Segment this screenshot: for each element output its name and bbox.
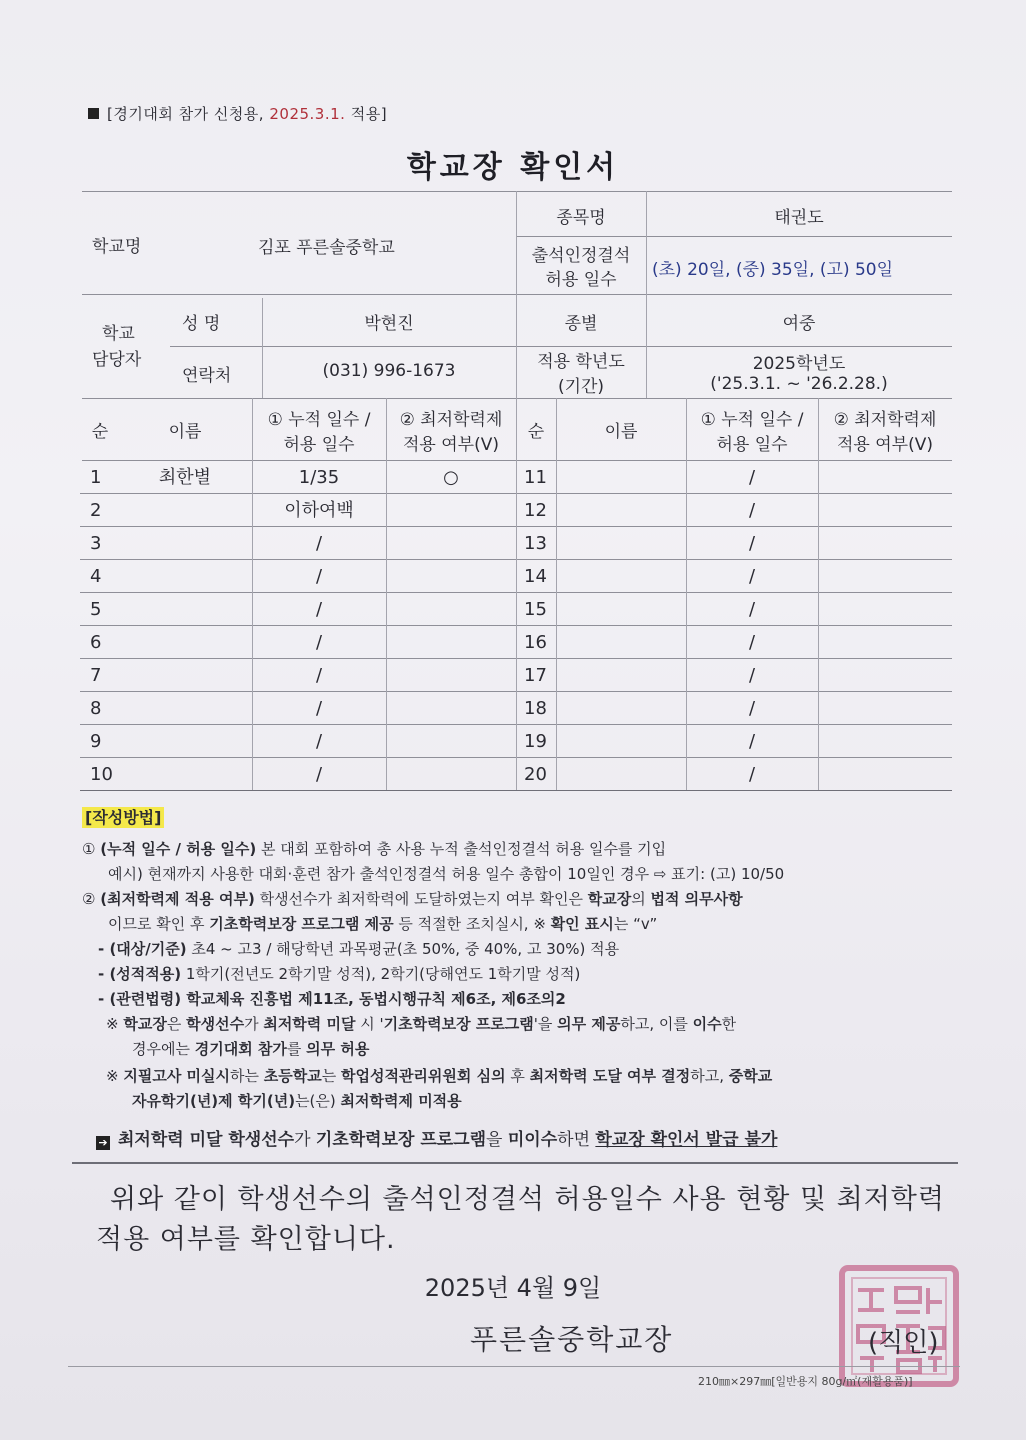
rule (72, 1162, 958, 1164)
table-cell-no: 15 (524, 599, 547, 620)
table-cell-no: 19 (524, 731, 547, 752)
table-cell-name (556, 693, 686, 725)
contact-label: 연락처 (182, 366, 232, 386)
table-cell-days: / (315, 632, 323, 653)
rule (516, 236, 952, 237)
table-cell-days: / (748, 566, 756, 587)
table-cell-days: / (748, 665, 756, 686)
table-cell-min (818, 594, 952, 626)
table-cell-days: / (315, 533, 323, 554)
signer-name: 푸른솔중학교장 (470, 1323, 674, 1356)
table-cell-name (556, 627, 686, 659)
contact-value: (031) 996-1673 (322, 361, 456, 381)
table-cell-no: 5 (90, 599, 102, 620)
table-cell-name (118, 759, 252, 791)
table-cell-name (556, 528, 686, 560)
table-cell-days: 이하여백 (284, 500, 354, 521)
manager-label-2: 담당자 (92, 350, 142, 370)
rule (82, 460, 952, 461)
final-warning: ➔ 최저학력 미달 학생선수가 기초학력보장 프로그램을 미이수하면 학교장 확인서 발급 불가 (96, 1125, 777, 1150)
table-cell-min (818, 693, 952, 725)
table-cell-no: 16 (524, 632, 547, 653)
page-title: 학교장 확인서 (406, 150, 620, 185)
table-cell-name (118, 693, 252, 725)
table-cell-days: / (315, 665, 323, 686)
table-cell-name (118, 495, 252, 527)
col-no-header: 순 (91, 422, 109, 442)
table-cell-min (386, 726, 516, 758)
table-cell-no: 3 (90, 533, 102, 554)
table-cell-no: 13 (524, 533, 547, 554)
table-cell-no: 17 (524, 665, 547, 686)
table-cell-days: / (315, 698, 323, 719)
table-cell-days: / (315, 566, 323, 587)
rule (82, 191, 952, 192)
school-year-label-2: (기간) (557, 377, 605, 397)
instruction-example: 예시) 현재까지 사용한 대회·훈련 참가 출석인정결석 허용 일수 총합이 10일인 경우 ⇨ 표기: (고) 10/50 (108, 865, 785, 883)
absence-days-label: 출석인정결석 (531, 246, 631, 266)
table-cell-min (386, 594, 516, 626)
table-cell-name (118, 594, 252, 626)
table-cell-name (556, 462, 686, 494)
table-cell-name (118, 726, 252, 758)
col-min-header: ② 최저학력제 (399, 410, 503, 430)
manager-name-value: 박현진 (364, 314, 414, 334)
col-min-header-right-2: 적용 여부(V) (837, 435, 933, 455)
sport-label: 종목명 (556, 208, 606, 228)
table-cell-min (386, 627, 516, 659)
rule (68, 1366, 960, 1367)
table-cell-no: 20 (524, 764, 547, 785)
name-label: 성 명 (182, 314, 221, 334)
table-cell-no: 8 (90, 698, 102, 719)
instructions-heading: [작성방법] (82, 807, 164, 828)
table-cell-days: / (748, 533, 756, 554)
col-no-header-right: 순 (527, 422, 545, 442)
arrow-box-icon: ➔ (96, 1136, 110, 1150)
table-cell-min (386, 693, 516, 725)
school-year-value: 2025학년도 (752, 354, 846, 374)
form-usage-header: [경기대회 참가 신청용, 2025.3.1. 적용] (88, 103, 387, 124)
rule (82, 294, 952, 295)
confirmation-statement: 위와 같이 학생선수의 출석인정결석 허용일수 사용 현황 및 최저학력 적용 여부를 확인합니다. (96, 1184, 945, 1255)
gender-label: 종별 (564, 314, 598, 334)
table-cell-days: 1/35 (298, 467, 340, 488)
table-cell-min: ○ (443, 467, 459, 488)
seal-label: (직인) (868, 1328, 939, 1358)
gender-value: 여중 (782, 314, 816, 334)
absence-days-value: (초) 20일, (중) 35일, (고) 50일 (652, 260, 894, 280)
col-name-header: 이름 (168, 422, 202, 442)
table-cell-no: 7 (90, 665, 102, 686)
table-cell-days: / (748, 599, 756, 620)
table-cell-no: 11 (524, 467, 547, 488)
table-cell-name (556, 561, 686, 593)
col-min-header-2: 적용 여부(V) (403, 435, 499, 455)
table-cell-days: / (315, 764, 323, 785)
table-cell-name (118, 660, 252, 692)
table-cell-no: 18 (524, 698, 547, 719)
school-year-period: ('25.3.1. ~ '26.2.28.) (710, 374, 888, 394)
table-cell-min (386, 561, 516, 593)
table-cell-name: 최한별 (158, 467, 212, 488)
table-cell-no: 1 (90, 467, 102, 488)
square-bullet-icon (88, 108, 99, 119)
table-cell-min (818, 759, 952, 791)
table-cell-days: / (315, 731, 323, 752)
table-cell-min (386, 660, 516, 692)
rule (82, 398, 952, 399)
table-cell-days: / (315, 599, 323, 620)
table-cell-days: / (748, 500, 756, 521)
table-cell-name (556, 594, 686, 626)
table-cell-min (818, 528, 952, 560)
table-cell-name (556, 759, 686, 791)
school-name-value: 김포 푸른솔중학교 (258, 238, 395, 258)
table-cell-min (818, 561, 952, 593)
sign-date: 2025년 4월 9일 (424, 1274, 602, 1302)
table-cell-min (386, 759, 516, 791)
table-cell-no: 9 (90, 731, 102, 752)
col-days-header-right: ① 누적 일수 / (700, 410, 804, 430)
table-cell-days: / (748, 764, 756, 785)
col-min-header-right: ② 최저학력제 (833, 410, 937, 430)
table-cell-min (818, 462, 952, 494)
table-cell-name (118, 561, 252, 593)
absence-days-label-2: 허용 일수 (545, 270, 617, 290)
table-cell-min (386, 528, 516, 560)
table-cell-no: 12 (524, 500, 547, 521)
table-cell-min (818, 660, 952, 692)
table-cell-name (556, 726, 686, 758)
table-cell-min (386, 495, 516, 527)
table-cell-days: / (748, 632, 756, 653)
paper-spec-footer: 210㎜×297㎜[일반용지 80g/㎡(재활용품)] (698, 1375, 913, 1388)
table-cell-no: 2 (90, 500, 102, 521)
table-cell-days: / (748, 467, 756, 488)
col-name-header-right: 이름 (604, 422, 638, 442)
instructions: [작성방법] ① (누적 일수 / 허용 일수) 본 대회 포함하여 총 사용 누적 출석인정결석 허용 일수를 기입 예시) 현재까지 사용한 대회·훈련 참가 출석인정결석 허용 일수 총합이 10일인 경우 ⇨ 표기: (고) 10/50 ② (최저학력제 적용 여부) 학생선수가 최저학력에 도달하였는지 여부 확인은 학교장의 법적 의무사항 이므로 확인 후 기초학력보장 프로그램 제공 등 적절한 조치실시, ※ 확인 표시는 “v” - (대상/기준) 초4 ~ 고3 / 해당학년 과목평균(초 50%, 중 40%, 고 30%) 적용 - (성적적용) 1학기(전년도 2학기말 성적), 2학기(당해연도 1학기말 성적) - (관련법령) 학교체육 진흥법 제11조, 동법시행규칙 제6조, 제6조의2 ※ 학교장은 학생선수가 최저학력 미달 시 '기초학력보장 프로그램'을 의무 제공하고, 이를 이수한 경우에는 경기대회 참가를 의무 허용 ※ 지필고사 미실시하는 초등학교는 학업성적관리위원회 심의 후 최저학력 도달 여부 결정하고, 중학교 자유학기(년)제 학기(년)는(은) 최저학력제 미적용 (82, 805, 962, 1114)
table-cell-min (818, 627, 952, 659)
table-cell-no: 10 (90, 764, 113, 785)
manager-label: 학교 (102, 324, 135, 344)
table-cell-name (556, 495, 686, 527)
table-cell-min (818, 495, 952, 527)
table-cell-days: / (748, 731, 756, 752)
col-days-header-2: 허용 일수 (283, 435, 355, 455)
sport-value: 태권도 (774, 208, 824, 228)
table-cell-min (818, 726, 952, 758)
school-year-label: 적용 학년도 (537, 352, 625, 372)
table-cell-name (118, 627, 252, 659)
table-cell-name (118, 528, 252, 560)
school-name-label: 학교명 (92, 237, 142, 257)
table-cell-no: 6 (90, 632, 102, 653)
col-days-header: ① 누적 일수 / (267, 410, 371, 430)
table-cell-name (556, 660, 686, 692)
table-cell-no: 4 (90, 566, 102, 587)
table-cell-no: 14 (524, 566, 547, 587)
col-days-header-right-2: 허용 일수 (716, 435, 788, 455)
table-cell-days: / (748, 698, 756, 719)
